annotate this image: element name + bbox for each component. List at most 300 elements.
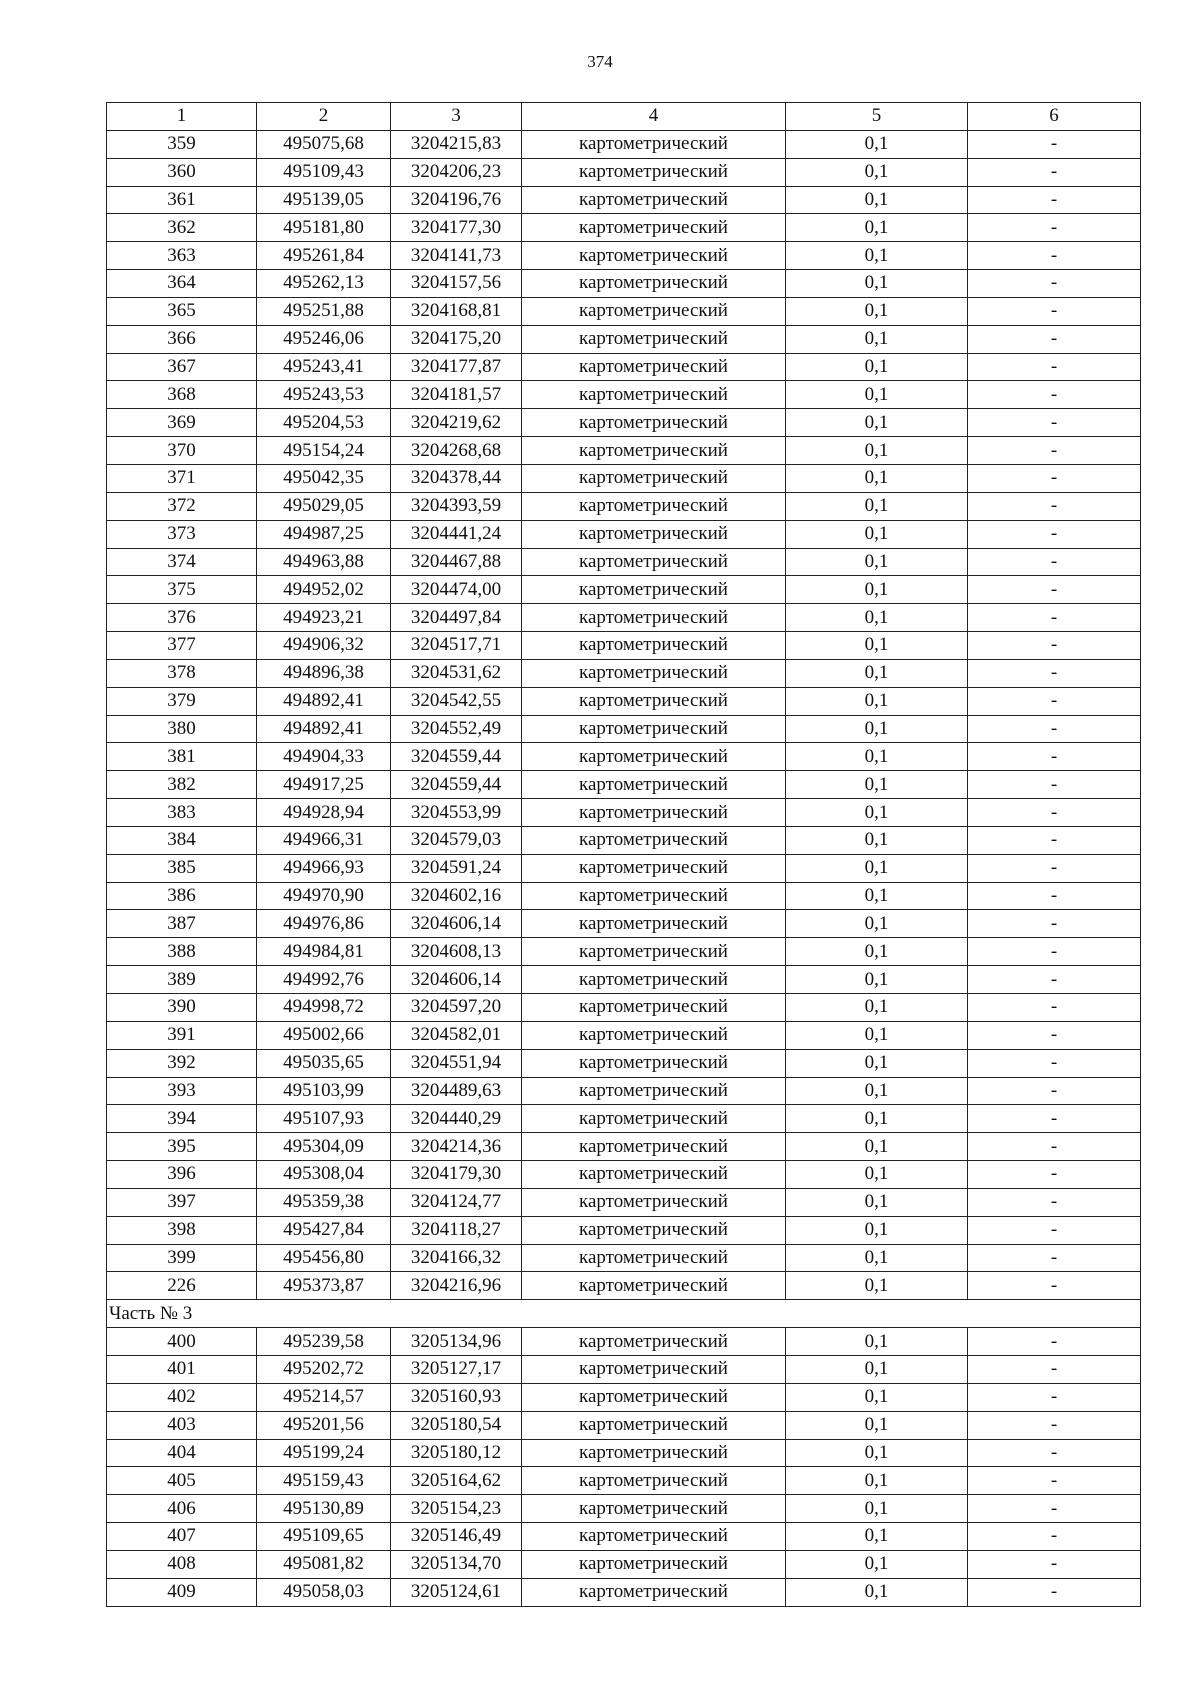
table-row [107, 938, 1141, 966]
table-cell: - [968, 1272, 1141, 1300]
table-cell: 226 [107, 1272, 257, 1300]
table-row [107, 576, 1141, 604]
table-cell: 408 [107, 1550, 257, 1578]
table-cell: 495109,43 [257, 158, 391, 186]
table-cell: 3204268,68 [391, 437, 522, 465]
table-cell: 373 [107, 520, 257, 548]
table-cell: - [968, 1077, 1141, 1105]
table-cell: 3204608,13 [391, 938, 522, 966]
table-cell: 3204181,57 [391, 381, 522, 409]
table-cell: 0,1 [786, 854, 968, 882]
table-cell: - [968, 1411, 1141, 1439]
table-cell: 495304,09 [257, 1133, 391, 1161]
table-cell: - [968, 1105, 1141, 1133]
table-cell: 0,1 [786, 186, 968, 214]
table-cell: 0,1 [786, 659, 968, 687]
table-cell: 0,1 [786, 548, 968, 576]
table-cell: 3204378,44 [391, 464, 522, 492]
table-row [107, 1105, 1141, 1133]
table-cell: 390 [107, 994, 257, 1022]
table-cell: - [968, 1523, 1141, 1551]
table-row [107, 214, 1141, 242]
table-cell: 396 [107, 1161, 257, 1189]
table-row [107, 1383, 1141, 1411]
table-cell: 495427,84 [257, 1216, 391, 1244]
table-cell: 3204157,56 [391, 270, 522, 298]
table-cell: 0,1 [786, 1188, 968, 1216]
table-cell: 0,1 [786, 966, 968, 994]
table-cell: 495243,41 [257, 353, 391, 381]
table-cell: картометрический [522, 492, 786, 520]
table-cell: 0,1 [786, 1411, 968, 1439]
table-cell: 0,1 [786, 381, 968, 409]
table-cell: - [968, 604, 1141, 632]
table-cell: 389 [107, 966, 257, 994]
table-cell: 0,1 [786, 882, 968, 910]
table-cell: 495308,04 [257, 1161, 391, 1189]
table-cell: 369 [107, 409, 257, 437]
table-cell: 3204179,30 [391, 1161, 522, 1189]
table-row [107, 158, 1141, 186]
table-cell: - [968, 130, 1141, 158]
table-cell: 0,1 [786, 1383, 968, 1411]
table-cell: - [968, 1383, 1141, 1411]
table-cell: 0,1 [786, 799, 968, 827]
table-cell: 0,1 [786, 826, 968, 854]
table-row [107, 353, 1141, 381]
table-cell: 399 [107, 1244, 257, 1272]
table-cell: картометрический [522, 910, 786, 938]
table-row [107, 882, 1141, 910]
table-cell: 3204582,01 [391, 1021, 522, 1049]
table-cell: картометрический [522, 771, 786, 799]
table-cell: - [968, 659, 1141, 687]
table-cell: 495159,43 [257, 1467, 391, 1495]
table-cell: 0,1 [786, 576, 968, 604]
table-cell: 367 [107, 353, 257, 381]
table-cell: картометрический [522, 1188, 786, 1216]
table-cell: 0,1 [786, 353, 968, 381]
table-cell: 409 [107, 1578, 257, 1606]
table-cell: 3204168,81 [391, 297, 522, 325]
table-row [107, 743, 1141, 771]
table-row [107, 1188, 1141, 1216]
table-cell: картометрический [522, 381, 786, 409]
table-cell: 2 [257, 103, 391, 131]
table-cell: картометрический [522, 1383, 786, 1411]
table-cell: 395 [107, 1133, 257, 1161]
table-cell: 495246,06 [257, 325, 391, 353]
table-cell: 3204542,55 [391, 687, 522, 715]
table-cell: 0,1 [786, 409, 968, 437]
table-cell: 3205164,62 [391, 1467, 522, 1495]
table-row [107, 1411, 1141, 1439]
table-cell: 360 [107, 158, 257, 186]
table-row [107, 604, 1141, 632]
table-cell: 495075,68 [257, 130, 391, 158]
table-row [107, 186, 1141, 214]
table-cell: - [968, 492, 1141, 520]
table-cell: картометрический [522, 437, 786, 465]
table-cell: 0,1 [786, 994, 968, 1022]
table-cell: картометрический [522, 1161, 786, 1189]
table-cell: - [968, 242, 1141, 270]
table-cell: 0,1 [786, 1077, 968, 1105]
table-cell: 3204393,59 [391, 492, 522, 520]
table-cell: 4 [522, 103, 786, 131]
table-cell: 3204206,23 [391, 158, 522, 186]
table-cell: - [968, 1244, 1141, 1272]
table-row [107, 1272, 1141, 1300]
table-cell: 0,1 [786, 1355, 968, 1383]
table-cell: 3205146,49 [391, 1523, 522, 1551]
table-cell: 3204215,83 [391, 130, 522, 158]
table-cell: 0,1 [786, 1133, 968, 1161]
table-cell: 495373,87 [257, 1272, 391, 1300]
table-cell: 0,1 [786, 464, 968, 492]
table-cell: картометрический [522, 325, 786, 353]
table-cell: картометрический [522, 353, 786, 381]
table-cell: 494987,25 [257, 520, 391, 548]
table-cell: 0,1 [786, 214, 968, 242]
table-row [107, 659, 1141, 687]
table-cell: 386 [107, 882, 257, 910]
table-cell: 0,1 [786, 715, 968, 743]
table-cell: 495251,88 [257, 297, 391, 325]
table-cell: 385 [107, 854, 257, 882]
table-cell: - [968, 576, 1141, 604]
table-cell: 375 [107, 576, 257, 604]
table-cell: картометрический [522, 1550, 786, 1578]
table-cell: - [968, 1049, 1141, 1077]
table-cell: - [968, 799, 1141, 827]
table-cell: 494992,76 [257, 966, 391, 994]
table-cell: картометрический [522, 1105, 786, 1133]
table-row [107, 1077, 1141, 1105]
table-cell: 0,1 [786, 1049, 968, 1077]
table-cell: 393 [107, 1077, 257, 1105]
table-cell: 0,1 [786, 743, 968, 771]
table-cell: картометрический [522, 1049, 786, 1077]
table-cell: 0,1 [786, 1328, 968, 1356]
table-cell: 3204166,32 [391, 1244, 522, 1272]
table-row [107, 1550, 1141, 1578]
table-cell: 0,1 [786, 1105, 968, 1133]
table-cell: 495109,65 [257, 1523, 391, 1551]
coordinates-table [106, 102, 1141, 1607]
table-cell: 3204467,88 [391, 548, 522, 576]
table-cell: 495130,89 [257, 1495, 391, 1523]
table-cell: 3204517,71 [391, 632, 522, 660]
table-cell: картометрический [522, 966, 786, 994]
table-cell: 494998,72 [257, 994, 391, 1022]
table-row [107, 325, 1141, 353]
table-cell: 494970,90 [257, 882, 391, 910]
table-cell: картометрический [522, 659, 786, 687]
table-row [107, 966, 1141, 994]
table-cell: 377 [107, 632, 257, 660]
table-cell: 6 [968, 103, 1141, 131]
table-cell: 0,1 [786, 437, 968, 465]
table-cell: 0,1 [786, 1550, 968, 1578]
table-cell: картометрический [522, 1133, 786, 1161]
table-cell: 0,1 [786, 1272, 968, 1300]
table-cell: 3204118,27 [391, 1216, 522, 1244]
table-cell: 495081,82 [257, 1550, 391, 1578]
table-cell: 3205180,12 [391, 1439, 522, 1467]
table-cell: - [968, 186, 1141, 214]
table-cell: 3205124,61 [391, 1578, 522, 1606]
table-cell: 3204606,14 [391, 966, 522, 994]
table-cell: 3204559,44 [391, 771, 522, 799]
section-label: Часть № 3 [107, 1300, 1141, 1328]
table-cell: 0,1 [786, 130, 968, 158]
table-cell: 3204474,00 [391, 576, 522, 604]
table-cell: 400 [107, 1328, 257, 1356]
table-cell: 494976,86 [257, 910, 391, 938]
table-cell: - [968, 297, 1141, 325]
table-cell: 402 [107, 1383, 257, 1411]
table-cell: - [968, 1355, 1141, 1383]
table-cell: - [968, 826, 1141, 854]
table-cell: - [968, 1328, 1141, 1356]
table-cell: 0,1 [786, 270, 968, 298]
table-cell: картометрический [522, 799, 786, 827]
table-cell: 0,1 [786, 604, 968, 632]
table-cell: 495261,84 [257, 242, 391, 270]
table-cell: 3205134,96 [391, 1328, 522, 1356]
table-row [107, 994, 1141, 1022]
table-cell: 495243,53 [257, 381, 391, 409]
table-row [107, 1328, 1141, 1356]
table-cell: 495154,24 [257, 437, 391, 465]
table-cell: 0,1 [786, 632, 968, 660]
table-cell: 495002,66 [257, 1021, 391, 1049]
table-cell: картометрический [522, 1523, 786, 1551]
table-cell: - [968, 1133, 1141, 1161]
table-cell: 394 [107, 1105, 257, 1133]
table-cell: картометрический [522, 604, 786, 632]
table-cell: 407 [107, 1523, 257, 1551]
table-cell: 494928,94 [257, 799, 391, 827]
table-cell: 380 [107, 715, 257, 743]
table-cell: картометрический [522, 1439, 786, 1467]
table-row [107, 1049, 1141, 1077]
table-cell: 0,1 [786, 687, 968, 715]
table-cell: - [968, 910, 1141, 938]
table-cell: 495139,05 [257, 186, 391, 214]
table-cell: - [968, 687, 1141, 715]
table-cell: картометрический [522, 1216, 786, 1244]
table-cell: - [968, 270, 1141, 298]
table-cell: 0,1 [786, 910, 968, 938]
table-cell: 0,1 [786, 520, 968, 548]
table-cell: - [968, 1550, 1141, 1578]
table-row [107, 799, 1141, 827]
table-cell: 3204489,63 [391, 1077, 522, 1105]
table-cell: 3205154,23 [391, 1495, 522, 1523]
table-cell: 0,1 [786, 1161, 968, 1189]
table-row [107, 1523, 1141, 1551]
table-cell: 366 [107, 325, 257, 353]
table-cell: - [968, 1439, 1141, 1467]
table-cell: - [968, 548, 1141, 576]
table-cell: - [968, 158, 1141, 186]
table-row [107, 297, 1141, 325]
table-cell: картометрический [522, 1578, 786, 1606]
table-cell: - [968, 325, 1141, 353]
table-cell: - [968, 437, 1141, 465]
table-row [107, 1578, 1141, 1606]
table-cell: картометрический [522, 882, 786, 910]
table-cell: 0,1 [786, 242, 968, 270]
table-cell: картометрический [522, 1244, 786, 1272]
table-cell: 384 [107, 826, 257, 854]
table-cell: - [968, 1578, 1141, 1606]
table-cell: 494963,88 [257, 548, 391, 576]
table-cell: картометрический [522, 994, 786, 1022]
table-cell: 374 [107, 548, 257, 576]
table-cell: 0,1 [786, 1216, 968, 1244]
table-cell: 363 [107, 242, 257, 270]
table-cell: - [968, 771, 1141, 799]
table-cell: - [968, 214, 1141, 242]
table-cell: 403 [107, 1411, 257, 1439]
table-cell: - [968, 1021, 1141, 1049]
table-cell: - [968, 464, 1141, 492]
table-cell: картометрический [522, 186, 786, 214]
table-cell: картометрический [522, 1021, 786, 1049]
table-cell: картометрический [522, 715, 786, 743]
table-row [107, 1467, 1141, 1495]
table-cell: картометрический [522, 938, 786, 966]
table-cell: - [968, 994, 1141, 1022]
table-cell: 495058,03 [257, 1578, 391, 1606]
table-cell: 361 [107, 186, 257, 214]
table-cell: 495035,65 [257, 1049, 391, 1077]
table-cell: картометрический [522, 130, 786, 158]
table-cell: картометрический [522, 1077, 786, 1105]
table-cell: картометрический [522, 1467, 786, 1495]
table-cell: 495103,99 [257, 1077, 391, 1105]
table-cell: 494923,21 [257, 604, 391, 632]
table-cell: 3204497,84 [391, 604, 522, 632]
table-cell: 3205134,70 [391, 1550, 522, 1578]
table-cell: картометрический [522, 409, 786, 437]
table-cell: - [968, 1216, 1141, 1244]
table-cell: картометрический [522, 520, 786, 548]
table-row [107, 1021, 1141, 1049]
table-cell: картометрический [522, 743, 786, 771]
table-row [107, 1495, 1141, 1523]
table-row [107, 1216, 1141, 1244]
table-cell: - [968, 854, 1141, 882]
table-cell: 495181,80 [257, 214, 391, 242]
table-cell: - [968, 353, 1141, 381]
table-cell: картометрический [522, 242, 786, 270]
table-cell: 3204531,62 [391, 659, 522, 687]
table-cell: 495202,72 [257, 1355, 391, 1383]
table-cell: 0,1 [786, 1244, 968, 1272]
table-cell: 3204196,76 [391, 186, 522, 214]
table-cell: 495456,80 [257, 1244, 391, 1272]
table-cell: 494966,93 [257, 854, 391, 882]
table-cell: 383 [107, 799, 257, 827]
table-cell: 3204606,14 [391, 910, 522, 938]
table-cell: 406 [107, 1495, 257, 1523]
table-row [107, 826, 1141, 854]
table-cell: 405 [107, 1467, 257, 1495]
table-cell: 379 [107, 687, 257, 715]
table-cell: 3 [391, 103, 522, 131]
table-cell: - [968, 381, 1141, 409]
table-row [107, 715, 1141, 743]
table-cell: 381 [107, 743, 257, 771]
table-cell: 364 [107, 270, 257, 298]
table-cell: 365 [107, 297, 257, 325]
table-cell: 0,1 [786, 938, 968, 966]
table-cell: 3204216,96 [391, 1272, 522, 1300]
table-cell: - [968, 743, 1141, 771]
table-cell: картометрический [522, 214, 786, 242]
table-cell: 3204124,77 [391, 1188, 522, 1216]
table-cell: картометрический [522, 576, 786, 604]
table-cell: 397 [107, 1188, 257, 1216]
table-row [107, 1133, 1141, 1161]
table-header-row [107, 103, 1141, 131]
table-cell: 495042,35 [257, 464, 391, 492]
table-cell: 368 [107, 381, 257, 409]
table-cell: 0,1 [786, 325, 968, 353]
table-cell: 495201,56 [257, 1411, 391, 1439]
table-cell: - [968, 938, 1141, 966]
table-cell: 495199,24 [257, 1439, 391, 1467]
table-cell: - [968, 715, 1141, 743]
table-row [107, 632, 1141, 660]
table-cell: 3204141,73 [391, 242, 522, 270]
table-cell: 495359,38 [257, 1188, 391, 1216]
section-row [107, 1300, 1141, 1328]
table-cell: картометрический [522, 854, 786, 882]
table-cell: 3204219,62 [391, 409, 522, 437]
table-cell: - [968, 1188, 1141, 1216]
table-cell: 404 [107, 1439, 257, 1467]
table-cell: - [968, 1467, 1141, 1495]
table-row [107, 130, 1141, 158]
table-row [107, 548, 1141, 576]
table-cell: 494896,38 [257, 659, 391, 687]
table-row [107, 1244, 1141, 1272]
table-cell: картометрический [522, 1328, 786, 1356]
table-cell: 0,1 [786, 1467, 968, 1495]
table-cell: - [968, 409, 1141, 437]
table-cell: картометрический [522, 464, 786, 492]
table-cell: 370 [107, 437, 257, 465]
table-cell: 495214,57 [257, 1383, 391, 1411]
table-row [107, 492, 1141, 520]
table-cell: 3205160,93 [391, 1383, 522, 1411]
table-cell: 3205127,17 [391, 1355, 522, 1383]
table-cell: 494892,41 [257, 687, 391, 715]
table-cell: 0,1 [786, 1021, 968, 1049]
table-cell: 0,1 [786, 1578, 968, 1606]
table-cell: 362 [107, 214, 257, 242]
table-cell: картометрический [522, 1272, 786, 1300]
table-cell: картометрический [522, 297, 786, 325]
table-cell: 0,1 [786, 158, 968, 186]
table-row [107, 1355, 1141, 1383]
table-cell: 0,1 [786, 297, 968, 325]
